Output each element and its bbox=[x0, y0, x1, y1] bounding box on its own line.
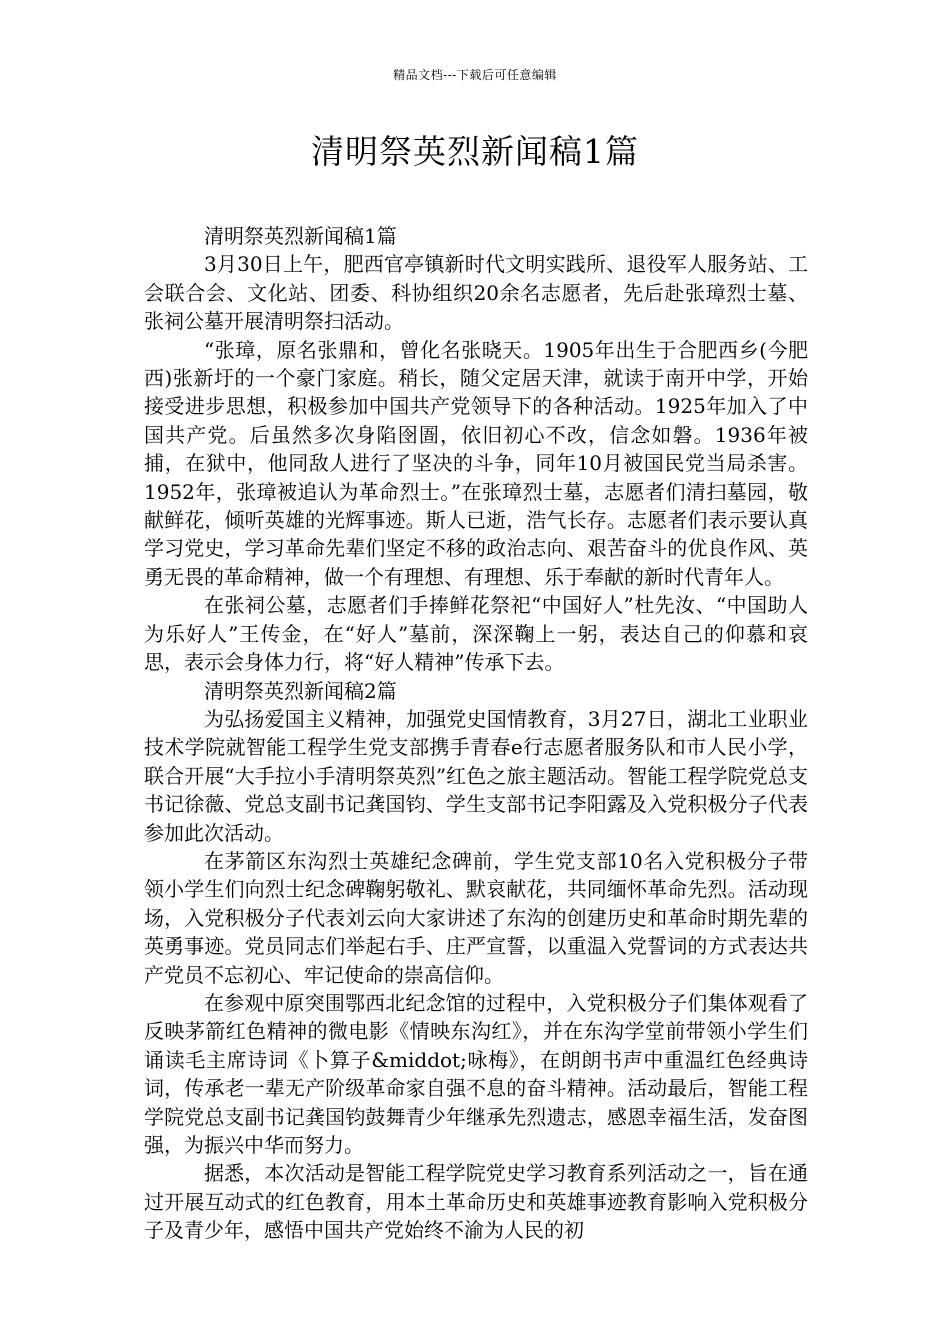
paragraph: 据悉，本次活动是智能工程学院党史学习教育系列活动之一，旨在通过开展互动式的红色教育，用本土革命历史和英雄事迹教育影响入党积极分子及青少年，感悟中国共产党始终不渝为人民的初 bbox=[144, 1161, 808, 1243]
paragraph: 在张祠公墓，志愿者们手捧鲜花祭祀“中国好人”杜先汝、“中国助人为乐好人”王传金，在“好人”墓前，深深鞠上一躬，表达自己的仰慕和哀思，表示会身体力行，将“好人精神”传承下去。 bbox=[144, 593, 808, 675]
paragraph: 在参观中原突围鄂西北纪念馆的过程中，入党积极分子们集体观看了反映茅箭红色精神的微电影《情映东沟红》，并在东沟学堂前带领小学生们诵读毛主席诗词《卜算子&middot;咏梅》，在朗朗书声中重温红色经典诗词，传承老一辈无产阶级革命家自强不息的奋斗精神。活动最后，智能工程学院党总支副书记龚国钧鼓舞青少年继承先烈遗志，感恩幸福生活，发奋图强，为振兴中华而努力。 bbox=[144, 990, 808, 1157]
section-heading-1: 清明祭英烈新闻稿1篇 bbox=[204, 224, 397, 248]
document-title: 清明祭英烈新闻稿1篇 bbox=[311, 132, 639, 171]
paragraph: 在茅箭区东沟烈士英雄纪念碑前，学生党支部10名入党积极分子带领小学生们向烈士纪念碑鞠躬敬礼、默哀献花，共同缅怀革命先烈。活动现场，入党积极分子代表刘云向大家讲述了东沟的创建历史和革命时期先辈的英勇事迹。党员同志们举起右手、庄严宣誓，以重温入党誓词的方式表达共产党员不忘初心、牢记使命的崇高信仰。 bbox=[144, 848, 808, 987]
document-body bbox=[144, 222, 808, 1245]
paragraph: 为弘扬爱国主义精神，加强党史国情教育，3月27日，湖北工业职业技术学院就智能工程学生党支部携手青春e行志愿者服务队和市人民小学，联合开展“大手拉小手清明祭英烈”红色之旅主题活动。智能工程学院党总支书记徐薇、党总支副书记龚国钧、学生支部书记李阳露及入党积极分子代表参加此次活动。 bbox=[144, 706, 808, 845]
header-note: 精品文档---下载后可任意编辑 bbox=[393, 68, 557, 82]
paragraph: 3月30日上午，肥西官亭镇新时代文明实践所、退役军人服务站、工会联合会、文化站、团委、科协组织20余名志愿者，先后赴张璋烈士墓、张祠公墓开展清明祭扫活动。 bbox=[144, 252, 808, 334]
section-heading-2: 清明祭英烈新闻稿2篇 bbox=[204, 678, 397, 703]
paragraph: “张璋，原名张鼎和，曾化名张晓天。1905年出生于合肥西乡(今肥西)张新圩的一个豪门家庭。稍长，随父定居天津，就读于南开中学，开始接受进步思想，积极参加中国共产党领导下的各种活动。1925年加入了中国共产党。后虽然多次身陷囹圄，依旧初心不改，信念如磐。1936年被捕，在狱中，他同敌人进行了坚决的斗争，同年10月被国民党当局杀害。1952年，张璋被追认为革命烈士。”在张璋烈士墓，志愿者们清扫墓园，敬献鲜花，倾听英雄的光辉事迹。斯人已逝，浩气长存。志愿者们表示要认真学习党史，学习革命先辈们坚定不移的政治志向、艰苦奋斗的优良作风、英勇无畏的革命精神，做一个有理想、有理想、乐于奉献的新时代青年人。 bbox=[144, 337, 808, 589]
